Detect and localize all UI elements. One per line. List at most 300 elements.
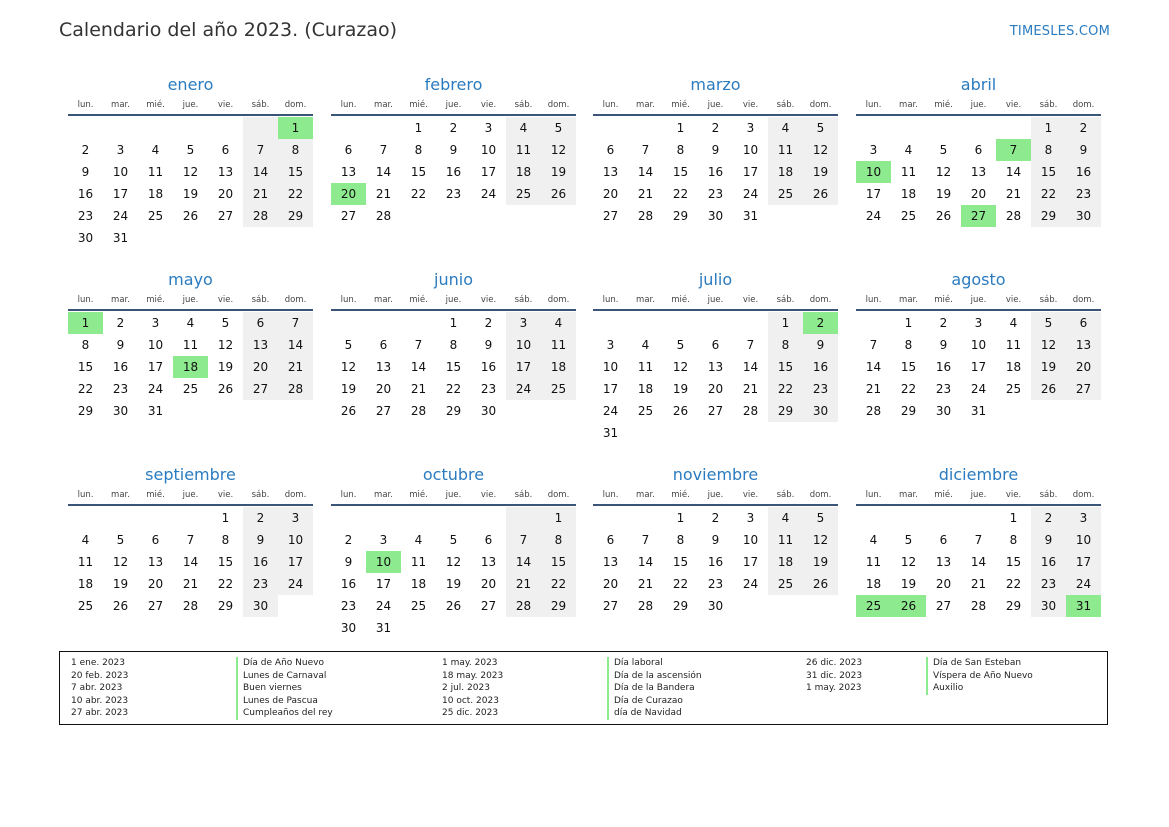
- weekday-label: vie.: [742, 490, 759, 500]
- month-name: febrero: [424, 75, 483, 94]
- empty-day-cell: [698, 312, 733, 334]
- day-cell: 10: [1066, 529, 1101, 551]
- day-cell: 14: [410, 360, 427, 374]
- empty-day-cell: [628, 312, 663, 334]
- holiday-day-cell: 31: [1066, 595, 1101, 617]
- day-cell: 26: [112, 599, 129, 613]
- month-enero: [68, 74, 313, 249]
- day-cell: 29: [1031, 205, 1066, 227]
- day-grid: [331, 507, 576, 639]
- day-cell: 4: [641, 338, 650, 352]
- day-cell: 14: [278, 334, 313, 356]
- empty-day-cell: [278, 595, 313, 617]
- day-cell: 7: [414, 338, 423, 352]
- day-cell: 11: [182, 338, 199, 352]
- weekday-label: mar.: [111, 295, 130, 305]
- weekday-label: vie.: [742, 295, 759, 305]
- empty-day-cell: [471, 617, 506, 639]
- day-cell: 23: [707, 187, 724, 201]
- day-cell: 5: [116, 533, 125, 547]
- day-cell: 17: [742, 165, 759, 179]
- day-cell: 8: [449, 338, 458, 352]
- holiday-day-cell: 27: [961, 205, 996, 227]
- day-cell: 5: [221, 316, 230, 330]
- legend-dates-col-1: [71, 657, 128, 720]
- weekday-label: sáb.: [776, 295, 795, 305]
- day-grid: [593, 312, 838, 444]
- day-cell: 6: [711, 338, 720, 352]
- day-cell: 13: [243, 334, 278, 356]
- weekday-label: mar.: [636, 100, 655, 110]
- day-cell: 16: [445, 165, 462, 179]
- day-cell: 8: [676, 533, 685, 547]
- weekday-label: sáb.: [251, 295, 270, 305]
- day-cell: 10: [742, 143, 759, 157]
- day-cell: 26: [935, 209, 952, 223]
- day-cell: 11: [541, 334, 576, 356]
- empty-day-cell: [401, 312, 436, 334]
- weekday-label: dom.: [1072, 490, 1095, 500]
- weekday-label: mar.: [636, 490, 655, 500]
- day-cell: 9: [711, 533, 720, 547]
- empty-day-cell: [173, 507, 208, 529]
- empty-day-cell: [663, 422, 698, 444]
- weekday-label: dom.: [284, 490, 307, 500]
- weekday-label: mié.: [409, 295, 428, 305]
- day-cell: 5: [676, 338, 685, 352]
- day-cell: 19: [112, 577, 129, 591]
- day-cell: 16: [707, 165, 724, 179]
- weekday-label: lun.: [865, 100, 882, 110]
- weekday-header: [856, 293, 1101, 307]
- empty-day-cell: [628, 117, 663, 139]
- holiday-day-cell: 2: [803, 312, 838, 334]
- weekday-label: dom.: [809, 100, 832, 110]
- day-cell: 27: [1066, 378, 1101, 400]
- day-cell: 20: [1066, 356, 1101, 378]
- weekday-label: mié.: [934, 295, 953, 305]
- day-cell: 16: [480, 360, 497, 374]
- weekday-header: [593, 488, 838, 502]
- empty-day-cell: [628, 507, 663, 529]
- weekday-label: mié.: [409, 100, 428, 110]
- empty-day-cell: [243, 400, 278, 422]
- empty-day-cell: [173, 227, 208, 249]
- weekday-header: [68, 293, 313, 307]
- day-cell: 1: [676, 121, 685, 135]
- day-cell: 7: [974, 533, 983, 547]
- day-cell: 21: [375, 187, 392, 201]
- weekday-label: vie.: [1005, 295, 1022, 305]
- month-divider: [856, 504, 1101, 506]
- day-cell: 25: [637, 404, 654, 418]
- day-cell: 7: [746, 338, 755, 352]
- month-name: noviembre: [672, 465, 759, 484]
- day-cell: 31: [742, 209, 759, 223]
- empty-day-cell: [68, 117, 103, 139]
- empty-day-cell: [243, 117, 278, 139]
- day-cell: 19: [541, 161, 576, 183]
- weekday-label: dom.: [809, 490, 832, 500]
- day-grid: [68, 507, 313, 617]
- day-cell: 20: [935, 577, 952, 591]
- day-cell: 22: [672, 577, 689, 591]
- day-cell: 25: [182, 382, 199, 396]
- day-cell: 4: [541, 312, 576, 334]
- day-cell: 14: [1005, 165, 1022, 179]
- day-cell: 3: [151, 316, 160, 330]
- day-cell: 15: [672, 165, 689, 179]
- day-cell: 7: [641, 533, 650, 547]
- weekday-label: lun.: [77, 295, 94, 305]
- day-cell: 21: [278, 356, 313, 378]
- month-mayo: [68, 269, 313, 422]
- day-cell: 31: [147, 404, 164, 418]
- day-cell: 3: [869, 143, 878, 157]
- day-cell: 30: [77, 231, 94, 245]
- weekday-label: mié.: [934, 100, 953, 110]
- day-cell: 8: [221, 533, 230, 547]
- weekday-label: dom.: [809, 295, 832, 305]
- day-cell: 27: [340, 209, 357, 223]
- day-cell: 23: [445, 187, 462, 201]
- day-cell: 8: [1031, 139, 1066, 161]
- legend-names-col-3: [926, 657, 1033, 695]
- day-cell: 21: [865, 382, 882, 396]
- day-cell: 10: [970, 338, 987, 352]
- day-cell: 9: [1066, 139, 1101, 161]
- day-cell: 22: [77, 382, 94, 396]
- day-cell: 13: [602, 555, 619, 569]
- legend-holiday-name: Buen viernes: [236, 682, 333, 695]
- weekday-label: mié.: [146, 295, 165, 305]
- day-cell: 20: [970, 187, 987, 201]
- day-cell: 12: [445, 555, 462, 569]
- day-cell: 6: [1066, 312, 1101, 334]
- weekday-label: jue.: [182, 295, 199, 305]
- weekday-label: mié.: [671, 100, 690, 110]
- day-cell: 22: [278, 183, 313, 205]
- day-cell: 26: [445, 599, 462, 613]
- day-cell: 24: [1066, 573, 1101, 595]
- day-cell: 12: [1031, 334, 1066, 356]
- weekday-header: [856, 98, 1101, 112]
- day-cell: 28: [506, 595, 541, 617]
- legend-holiday-name: Lunes de Carnaval: [236, 670, 333, 683]
- legend-dates-col-2: [442, 657, 503, 720]
- day-cell: 18: [541, 356, 576, 378]
- legend-holiday-name: día de Navidad: [607, 707, 702, 720]
- empty-day-cell: [401, 205, 436, 227]
- day-cell: 21: [742, 382, 759, 396]
- weekday-label: lun.: [865, 490, 882, 500]
- empty-day-cell: [138, 507, 173, 529]
- weekday-label: mié.: [146, 100, 165, 110]
- day-cell: 11: [1005, 338, 1022, 352]
- empty-day-cell: [208, 227, 243, 249]
- holiday-day-cell: 10: [366, 551, 401, 573]
- day-cell: 8: [768, 334, 803, 356]
- day-cell: 16: [340, 577, 357, 591]
- day-cell: 5: [1031, 312, 1066, 334]
- weekday-label: sáb.: [251, 100, 270, 110]
- page-title: Calendario del año 2023. (Curazao): [59, 19, 398, 41]
- day-cell: 17: [970, 360, 987, 374]
- day-cell: 29: [672, 599, 689, 613]
- day-cell: 13: [1066, 334, 1101, 356]
- weekday-header: [68, 98, 313, 112]
- day-cell: 15: [1031, 161, 1066, 183]
- day-cell: 12: [803, 529, 838, 551]
- legend-holiday-name: Día de la Bandera: [607, 682, 702, 695]
- empty-day-cell: [803, 422, 838, 444]
- day-cell: 19: [672, 382, 689, 396]
- day-cell: 11: [865, 555, 882, 569]
- day-cell: 7: [506, 529, 541, 551]
- day-cell: 13: [970, 165, 987, 179]
- day-cell: 26: [1031, 378, 1066, 400]
- day-cell: 9: [81, 165, 90, 179]
- month-name: mayo: [168, 270, 213, 289]
- day-cell: 26: [803, 183, 838, 205]
- day-cell: 22: [672, 187, 689, 201]
- empty-day-cell: [401, 617, 436, 639]
- day-cell: 27: [217, 209, 234, 223]
- empty-day-cell: [506, 205, 541, 227]
- day-cell: 26: [340, 404, 357, 418]
- day-cell: 28: [243, 205, 278, 227]
- day-cell: 30: [1066, 205, 1101, 227]
- weekday-label: sáb.: [514, 295, 533, 305]
- empty-day-cell: [768, 205, 803, 227]
- weekday-label: jue.: [970, 490, 987, 500]
- day-grid: [331, 312, 576, 422]
- day-cell: 19: [1031, 356, 1066, 378]
- month-name: septiembre: [145, 465, 236, 484]
- day-cell: 18: [506, 161, 541, 183]
- weekday-header: [331, 98, 576, 112]
- day-cell: 4: [869, 533, 878, 547]
- day-cell: 5: [803, 507, 838, 529]
- day-cell: 17: [865, 187, 882, 201]
- empty-day-cell: [856, 312, 891, 334]
- day-cell: 25: [768, 573, 803, 595]
- day-cell: 2: [81, 143, 90, 157]
- holiday-day-cell: 10: [856, 161, 891, 183]
- weekday-label: jue.: [707, 490, 724, 500]
- empty-day-cell: [401, 507, 436, 529]
- legend-date: 2 jul. 2023: [442, 683, 490, 694]
- weekday-label: sáb.: [1039, 100, 1058, 110]
- empty-day-cell: [961, 117, 996, 139]
- weekday-header: [593, 293, 838, 307]
- day-cell: 8: [278, 139, 313, 161]
- day-cell: 7: [379, 143, 388, 157]
- day-cell: 2: [449, 121, 458, 135]
- day-cell: 18: [768, 161, 803, 183]
- empty-day-cell: [996, 117, 1031, 139]
- empty-day-cell: [278, 227, 313, 249]
- day-cell: 10: [602, 360, 619, 374]
- weekday-label: jue.: [445, 100, 462, 110]
- day-cell: 24: [147, 382, 164, 396]
- day-cell: 11: [147, 165, 164, 179]
- day-cell: 13: [340, 165, 357, 179]
- weekday-label: lun.: [602, 295, 619, 305]
- month-divider: [856, 309, 1101, 311]
- day-cell: 30: [480, 404, 497, 418]
- weekday-label: mié.: [671, 295, 690, 305]
- day-cell: 18: [637, 382, 654, 396]
- day-cell: 28: [637, 599, 654, 613]
- weekday-label: vie.: [1005, 490, 1022, 500]
- legend-names-col-1: [236, 657, 333, 720]
- day-cell: 24: [742, 187, 759, 201]
- day-cell: 28: [278, 378, 313, 400]
- day-cell: 27: [707, 404, 724, 418]
- day-cell: 6: [379, 338, 388, 352]
- day-cell: 18: [1005, 360, 1022, 374]
- day-cell: 16: [243, 551, 278, 573]
- day-cell: 6: [939, 533, 948, 547]
- day-cell: 14: [865, 360, 882, 374]
- day-cell: 4: [1009, 316, 1018, 330]
- day-cell: 5: [904, 533, 913, 547]
- day-cell: 2: [243, 507, 278, 529]
- day-cell: 24: [742, 577, 759, 591]
- day-cell: 20: [217, 187, 234, 201]
- day-cell: 4: [81, 533, 90, 547]
- weekday-label: mié.: [934, 490, 953, 500]
- weekday-label: mié.: [146, 490, 165, 500]
- day-cell: 8: [414, 143, 423, 157]
- empty-day-cell: [243, 227, 278, 249]
- day-cell: 5: [449, 533, 458, 547]
- weekday-header: [68, 488, 313, 502]
- day-cell: 5: [344, 338, 353, 352]
- day-cell: 22: [1031, 183, 1066, 205]
- month-abril: [856, 74, 1101, 227]
- day-cell: 10: [112, 165, 129, 179]
- weekday-label: mié.: [409, 490, 428, 500]
- day-cell: 23: [77, 209, 94, 223]
- weekday-label: dom.: [1072, 295, 1095, 305]
- month-junio: [331, 269, 576, 422]
- weekday-label: lun.: [340, 490, 357, 500]
- day-cell: 30: [112, 404, 129, 418]
- month-name: julio: [698, 270, 733, 289]
- month-noviembre: [593, 464, 838, 617]
- weekday-label: mar.: [899, 295, 918, 305]
- day-cell: 29: [445, 404, 462, 418]
- day-cell: 14: [243, 161, 278, 183]
- legend-holiday-name: Día de Año Nuevo: [236, 657, 333, 670]
- day-cell: 1: [1031, 117, 1066, 139]
- day-cell: 27: [147, 599, 164, 613]
- day-cell: 10: [480, 143, 497, 157]
- weekday-label: lun.: [77, 490, 94, 500]
- day-cell: 25: [147, 209, 164, 223]
- empty-day-cell: [593, 117, 628, 139]
- day-cell: 30: [707, 599, 724, 613]
- day-cell: 15: [278, 161, 313, 183]
- day-cell: 9: [344, 555, 353, 569]
- empty-day-cell: [366, 507, 401, 529]
- day-cell: 21: [970, 577, 987, 591]
- legend-date: 20 feb. 2023: [71, 670, 129, 681]
- day-cell: 20: [147, 577, 164, 591]
- empty-day-cell: [506, 617, 541, 639]
- day-cell: 28: [742, 404, 759, 418]
- day-cell: 8: [81, 338, 90, 352]
- day-cell: 18: [768, 551, 803, 573]
- day-cell: 28: [410, 404, 427, 418]
- holiday-day-cell: 26: [891, 595, 926, 617]
- day-cell: 9: [484, 338, 493, 352]
- day-cell: 3: [506, 312, 541, 334]
- empty-day-cell: [663, 312, 698, 334]
- day-grid: [331, 117, 576, 227]
- day-cell: 5: [803, 117, 838, 139]
- weekday-label: mar.: [899, 490, 918, 500]
- brand-link[interactable]: TIMESLES.COM: [1009, 24, 1110, 39]
- empty-day-cell: [506, 400, 541, 422]
- weekday-label: jue.: [445, 295, 462, 305]
- holiday-day-cell: 25: [856, 595, 891, 617]
- day-cell: 30: [1031, 595, 1066, 617]
- weekday-label: lun.: [602, 490, 619, 500]
- weekday-label: dom.: [284, 100, 307, 110]
- day-cell: 7: [186, 533, 195, 547]
- day-cell: 29: [672, 209, 689, 223]
- weekday-header: [331, 293, 576, 307]
- day-cell: 6: [221, 143, 230, 157]
- day-cell: 2: [1031, 507, 1066, 529]
- weekday-label: jue.: [445, 490, 462, 500]
- day-cell: 3: [484, 121, 493, 135]
- day-cell: 25: [410, 599, 427, 613]
- day-cell: 23: [480, 382, 497, 396]
- empty-day-cell: [331, 312, 366, 334]
- day-cell: 1: [414, 121, 423, 135]
- day-cell: 2: [711, 511, 720, 525]
- empty-day-cell: [593, 312, 628, 334]
- day-cell: 16: [707, 555, 724, 569]
- day-cell: 31: [970, 404, 987, 418]
- day-cell: 23: [340, 599, 357, 613]
- weekday-label: vie.: [480, 490, 497, 500]
- day-cell: 31: [375, 621, 392, 635]
- day-cell: 15: [77, 360, 94, 374]
- month-agosto: [856, 269, 1101, 422]
- day-cell: 9: [711, 143, 720, 157]
- day-cell: 16: [112, 360, 129, 374]
- empty-day-cell: [1031, 400, 1066, 422]
- day-cell: 28: [375, 209, 392, 223]
- day-cell: 9: [939, 338, 948, 352]
- weekday-header: [593, 98, 838, 112]
- day-cell: 10: [147, 338, 164, 352]
- day-cell: 30: [935, 404, 952, 418]
- day-cell: 22: [900, 382, 917, 396]
- day-cell: 21: [637, 577, 654, 591]
- day-cell: 19: [803, 551, 838, 573]
- day-cell: 3: [278, 507, 313, 529]
- weekday-label: dom.: [547, 295, 570, 305]
- day-cell: 12: [672, 360, 689, 374]
- legend-holiday-name: Auxilio: [926, 682, 1033, 695]
- day-cell: 15: [541, 551, 576, 573]
